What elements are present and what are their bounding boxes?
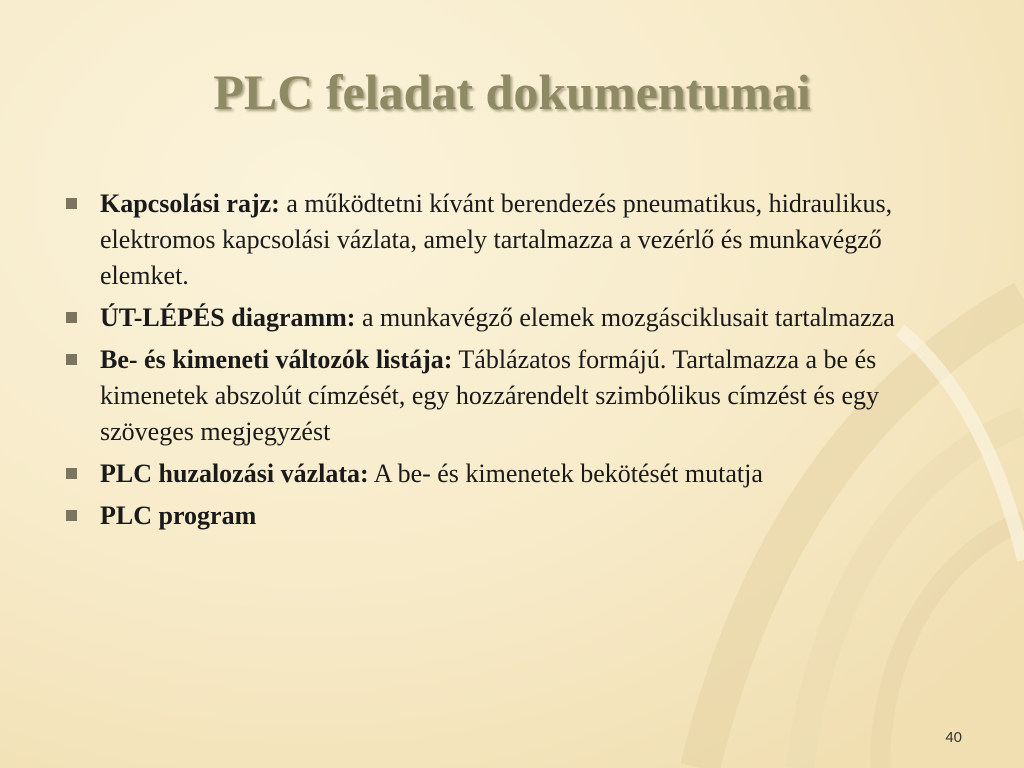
bullet-term: ÚT-LÉPÉS diagramm:: [100, 303, 356, 332]
bullet-term: Kapcsolási rajz:: [100, 189, 280, 218]
bullet-item-valtozok-listaja: [62, 342, 962, 450]
bullet-text: a működtetni kívánt berendezés pneumatikus, hidraulikus, elektromos kapcsolási vázlata, amely tartalmazza a vezérlő és munkavégző elemket.: [100, 189, 893, 290]
square-bullet-icon: [66, 198, 77, 209]
bullet-item-plc-program: [62, 498, 962, 534]
bullet-list: [62, 186, 962, 540]
bullet-text: Táblázatos formájú. Tartalmazza a be és kimenetek abszolút címzését, egy hozzárendelt szimbólikus címzést és egy szöveges megjegyzést: [100, 345, 880, 446]
square-bullet-icon: [66, 468, 77, 479]
page-number: 40: [945, 729, 962, 746]
bullet-term: Be- és kimeneti változók listája:: [100, 345, 453, 374]
bullet-item-ut-lepes-diagramm: [62, 300, 962, 336]
slide-title: PLC feladat dokumentumai: [213, 64, 811, 120]
square-bullet-icon: [66, 312, 77, 323]
bullet-text: A be- és kimenetek bekötését mutatja: [368, 459, 763, 488]
square-bullet-icon: [66, 354, 77, 365]
square-bullet-icon: [66, 510, 77, 521]
bullet-term: PLC program: [100, 501, 257, 530]
bullet-term: PLC huzalozási vázlata:: [100, 459, 369, 488]
bullet-item-huzalozasi-vazlat: [62, 456, 962, 492]
bullet-text: a munkavégző elemek mozgásciklusait tartalmazza: [355, 303, 895, 332]
bullet-item-kapcsolasi-rajz: [62, 186, 962, 294]
